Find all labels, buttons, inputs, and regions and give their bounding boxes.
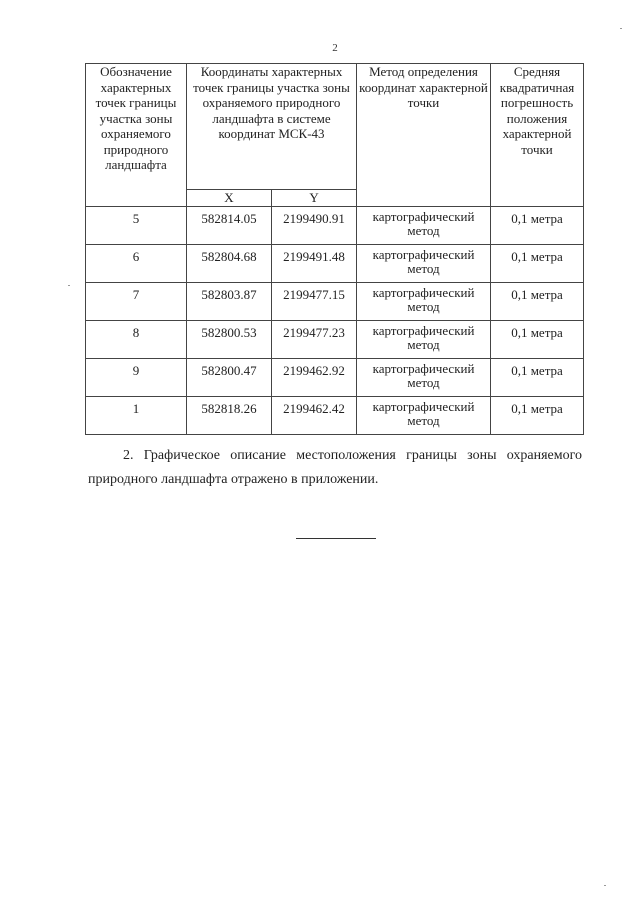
x-cell: 582803.87 [187,282,272,320]
method-cell: картографический метод [357,282,491,320]
separator-line [296,538,376,539]
error-cell: 0,1 метра [491,358,584,396]
header-coordinates: Координаты характерных точек границы участка зоны охраняемого природного ландшафта в системе координат МСК-43 [187,64,357,190]
coordinates-table [85,63,584,435]
table-row [86,358,584,396]
table-row [86,244,584,282]
x-cell: 582800.47 [187,358,272,396]
header-designation: Обозначение характерных точек границы участка зоны охраняемого природного ландшафта [86,64,187,207]
y-cell: 2199477.15 [272,282,357,320]
header-y: Y [272,190,357,207]
error-cell: 0,1 метра [491,282,584,320]
point-cell: 6 [86,244,187,282]
y-cell: 2199477.23 [272,320,357,358]
point-cell: 5 [86,206,187,244]
method-cell: картографический метод [357,396,491,434]
y-cell: 2199490.91 [272,206,357,244]
scan-speck [68,285,70,286]
error-cell: 0,1 метра [491,244,584,282]
y-cell: 2199462.92 [272,358,357,396]
scan-speck [604,885,606,886]
header-error: Средняя квадратичная погрешность положения характерной точки [491,64,584,207]
x-cell: 582804.68 [187,244,272,282]
table-row [86,396,584,434]
header-x: X [187,190,272,207]
y-cell: 2199491.48 [272,244,357,282]
error-cell: 0,1 метра [491,396,584,434]
point-cell: 9 [86,358,187,396]
y-cell: 2199462.42 [272,396,357,434]
method-cell: картографический метод [357,320,491,358]
point-cell: 8 [86,320,187,358]
x-cell: 582800.53 [187,320,272,358]
method-cell: картографический метод [357,244,491,282]
scan-speck [620,28,622,29]
header-method: Метод определения координат характерной точки [357,64,491,207]
point-cell: 7 [86,282,187,320]
description-paragraph: 2. Графическое описание местоположения границы зоны охраняемого природного ландшафта отражено в приложении. [88,448,582,487]
error-cell: 0,1 метра [491,320,584,358]
page-number: 2 [332,42,338,54]
table-row [86,206,584,244]
x-cell: 582818.26 [187,396,272,434]
x-cell: 582814.05 [187,206,272,244]
method-cell: картографический метод [357,206,491,244]
error-cell: 0,1 метра [491,206,584,244]
table-row [86,282,584,320]
table-row [86,320,584,358]
method-cell: картографический метод [357,358,491,396]
point-cell: 1 [86,396,187,434]
